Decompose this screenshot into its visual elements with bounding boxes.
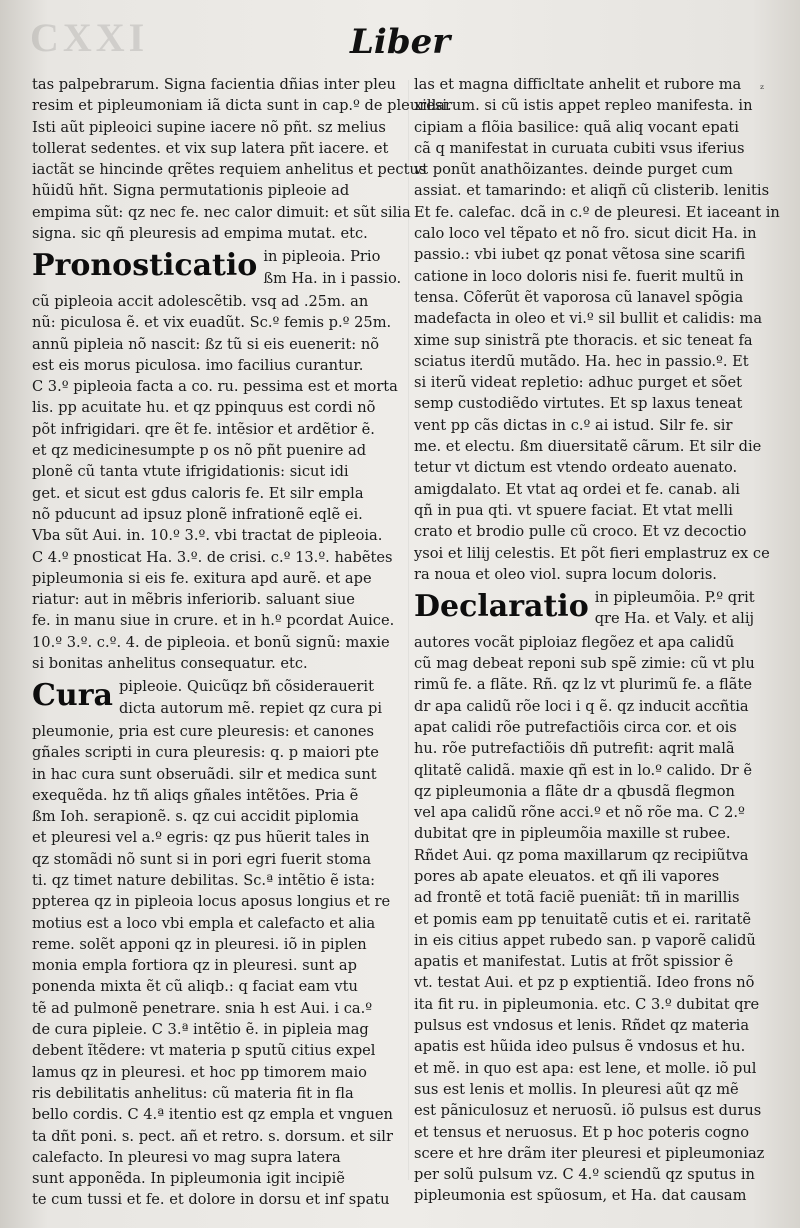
text-line: vent pp cãs dictas in c.º ai istud. Silr fe. sir	[414, 416, 733, 434]
text-line: est eis morus piculosa. imo facilius curantur.	[32, 356, 364, 374]
text-line: ßm Ha. in i passio.	[263, 269, 402, 287]
right-column	[414, 74, 780, 1205]
right-paragraph-2	[414, 632, 770, 1207]
text-line: in pipleoia. Prio	[263, 248, 381, 266]
text-line: fe. in manu siue in crure. et in h.º pcordat Auice.	[32, 612, 395, 630]
text-line: semp custodiẽdo virtutes. Et sp laxus teneat	[414, 395, 743, 413]
text-line: qz stomãdi nõ sunt si in pori egri fuerit stoma	[32, 850, 372, 868]
text-line: pipleoie. Quicũqz bñ cõsiderauerit	[118, 678, 374, 696]
text-line: qlitatẽ calidã. maxie qñ est in lo.º calido. Dr ẽ	[414, 761, 752, 779]
text-line: in eis citius appet rubedo san. p vaporẽ calidũ	[414, 931, 756, 949]
text-line: amigdalato. Et vtat aq ordei et fe. canab. ali	[414, 480, 740, 498]
text-line: madefacta in oleo et vi.º sil bullit et calidis: ma	[414, 310, 763, 328]
text-line: cũ mag debeat reponi sub spẽ zimie: cũ vt plu	[414, 655, 755, 673]
text-line: lamus qz in pleuresi. et hoc pp timorem maio	[32, 1063, 367, 1081]
text-line: et tensus et neruosus. Et p hoc poteris cogno	[414, 1123, 750, 1141]
text-line: plonẽ cũ tanta vtute ifrigidationis: sicut idi	[32, 463, 349, 481]
text-line: si bonitas anhelitus consequatur. etc.	[32, 655, 308, 673]
margin-mark: ᶻ	[760, 82, 764, 96]
text-line: apatis est hũida ideo pulsus ẽ vndosus et hu.	[414, 1038, 746, 1056]
text-line: pipleumonia est spũosum, et Ha. dat causam	[414, 1187, 747, 1205]
left-paragraph-1	[32, 74, 452, 244]
text-line: ta dñt poni. s. pect. añ et retro. s. dorsum. et silr	[32, 1127, 393, 1145]
text-line: cã q manifestat in curuata cubiti vsus iferius	[414, 139, 745, 157]
right-heading-row-1	[414, 587, 770, 630]
text-line: C 3.º pipleoia facta a co. ru. pessima est et morta	[32, 378, 398, 396]
text-line: pores ab apate eleuatos. et qñ ili vapores	[414, 867, 720, 885]
text-line: ris debilitatis anhelitus: cũ materia fit in fla	[32, 1084, 354, 1102]
text-line: bello cordis. C 4.ª itentio est qz empla et vnguen	[32, 1106, 393, 1124]
text-line: las et magna difficltate anhelit et rubore ma	[414, 76, 742, 93]
running-header: Liber	[350, 22, 451, 62]
text-line: ponenda mixta ẽt cũ aliqb.: q faciat eam vtu	[32, 978, 358, 996]
text-line: sciatus iterdũ mutãdo. Ha. hec in passio.º. Et	[414, 352, 749, 370]
text-line: te cum tussi et fe. et dolore in dorsu et inf spatu	[32, 1191, 390, 1209]
text-line: tẽ ad pulmonẽ penetrare. snia h est Aui. i ca.º	[32, 999, 373, 1017]
text-line: apatis et manifestat. Lutis at frõt spissior ẽ	[414, 953, 734, 971]
text-line: catione in loco doloris nisi fe. fuerit multũ in	[414, 267, 744, 285]
text-line: hũidũ hñt. Signa permutationis pipleoie ad	[32, 182, 350, 200]
text-line: ad frontẽ et totã faciẽ pueniãt: tñ in marillis	[414, 889, 740, 907]
text-line: et mẽ. in quo est apa: est lene, et molle. iõ pul	[414, 1059, 757, 1077]
text-line: pipleumonia si eis fe. exitura apd aurẽ. et ape	[32, 569, 372, 587]
text-line: signa. sic qñ pleuresis ad empima mutat. etc.	[32, 225, 368, 243]
text-line: riatur: aut in mẽbris inferiorib. saluant siue	[32, 591, 355, 609]
text-line: tollerat sedentes. et vix sup latera pñt iacere. et	[32, 139, 389, 157]
heading-side-text	[119, 676, 404, 719]
text-line: ppterea qz in pipleoia locus aposus longius et re	[32, 893, 391, 911]
text-line: in hac cura sunt obseruãdi. silr et medica sunt	[32, 765, 377, 783]
text-line: monia empla fortiora qz in pleuresi. sunt ap	[32, 957, 357, 975]
text-line: debent ĩtẽdere: vt materia p sputũ citius expel	[32, 1042, 376, 1060]
heading-side-text	[263, 246, 404, 289]
text-line: qre Ha. et Valy. et alij	[594, 610, 755, 628]
text-line: hu. rõe putrefactiõis dñ putrefit: aqrit malã	[414, 740, 735, 758]
text-line: nũ: piculosa ẽ. et vix euadũt. Sc.º femis p.º 25m.	[32, 314, 392, 332]
text-line: tas palpebrarum. Signa facientia dñias inter pleu	[32, 76, 396, 93]
text-line: pulsus est vndosus et lenis. Rñdet qz materia	[414, 1017, 750, 1035]
text-line: get. et sicut est gdus caloris fe. Et silr empla	[32, 484, 364, 502]
text-line: gñales scripti in cura pleuresis: q. p maiori pte	[32, 744, 379, 762]
text-line: et qz medicinesumpte p os nõ pñt puenire ad	[32, 442, 367, 460]
text-line: ita fit ru. in pipleumonia. etc. C 3.º dubitat qre	[414, 995, 760, 1013]
text-line: nõ pducunt ad ipsuz plonẽ infrationẽ eqlẽ ei.	[32, 505, 363, 523]
text-line: calo loco vel tẽpato et nõ fro. sicut dicit Ha. in	[414, 225, 757, 243]
text-line: xime sup sinistrã pte thoracis. et sic teneat fa	[414, 331, 753, 349]
text-line: et pomis eam pp tenuitatẽ cutis et ei. raritatẽ	[414, 910, 752, 928]
text-line: qñ in pua qti. vt spuere faciat. Et vtat melli	[414, 501, 733, 519]
text-line: dr apa calidũ rõe loci i q ẽ. qz inducit accñtia	[414, 697, 749, 715]
text-line: annũ pipleia nõ nascit: ßz tũ si eis euenerit: nõ	[32, 335, 380, 353]
text-line: lis. pp acuitate hu. et qz ppinquus est cordi nõ	[32, 399, 376, 417]
text-line: põt infrigidari. qre ẽt fe. intẽsior et ardẽtior ẽ.	[32, 420, 375, 438]
text-line: tetur vt dictum est vtendo ordeato auenato.	[414, 459, 738, 477]
text-line: ßm Ioh. serapionẽ. s. qz cui accidit piplomia	[32, 808, 359, 826]
left-paragraph-2	[32, 291, 404, 674]
heading-side-text	[595, 587, 770, 630]
left-column	[32, 74, 452, 1209]
text-line: Vba sũt Aui. in. 10.º 3.º. vbi tractat de pipleoia.	[32, 527, 383, 545]
text-line: de cura pipleie. C 3.ª intẽtio ẽ. in pipleia mag	[32, 1021, 369, 1039]
left-heading-row-2	[32, 676, 404, 719]
heading-declaratio: Declaratio	[414, 589, 589, 625]
text-line: et pleuresi vel a.º egris: qz pus hũerit tales in	[32, 829, 370, 847]
text-line: passio.: vbi iubet qz ponat vẽtosa sine scarifi	[414, 246, 746, 264]
text-line: calefacto. In pleuresi vo mag supra latera	[32, 1148, 341, 1166]
text-line: vt. testat Aui. et pz p exptientiã. Ideo frons nõ	[414, 974, 755, 992]
text-line: empima sũt: qz nec fe. nec calor dimuit: et sũt silia	[32, 203, 411, 221]
right-paragraph-1	[414, 74, 780, 585]
text-line: exequẽda. hz tñ aliqs gñales intẽtões. Pria ẽ	[32, 786, 359, 804]
text-line: reme. solẽt apponi qz in pleuresi. iõ in piplen	[32, 935, 367, 953]
heading-cura: Cura	[32, 678, 113, 714]
text-line: cũ pipleoia accit adolescẽtib. vsq ad .25m. an	[32, 292, 369, 310]
text-line: ti. qz timet nature debilitas. Sc.ª intẽtio ẽ ista:	[32, 871, 376, 889]
text-line: me. et electu. ßm diuersitatẽ cãrum. Et silr die	[414, 438, 762, 456]
text-line: per solũ pulsum vz. C 4.º sciendũ qz sputus in	[414, 1166, 755, 1184]
text-line: tensa. Cõferũt ẽt vaporosa cũ lanavel spõgia	[414, 288, 744, 306]
text-line: Rñdet Aui. qz poma maxillarum qz recipiũtva	[414, 846, 749, 864]
text-line: cipiam a flõia basilice: quã aliq vocant epati	[414, 118, 739, 136]
text-line: ysoi et lilij celestis. Et põt fieri emplastruz ex ce	[414, 544, 770, 562]
text-line: sunt apponẽda. In pipleumonia igit incipiẽ	[32, 1170, 345, 1188]
text-line: vt ponũt anathõizantes. deinde purget cum	[414, 161, 734, 179]
text-line: 10.º 3.º. c.º. 4. de pipleoia. et bonũ signũ: maxie	[32, 633, 390, 651]
text-line: in pipleumõia. P.º qrit	[594, 589, 755, 607]
left-paragraph-3	[32, 721, 404, 1211]
left-heading-row-1	[32, 246, 404, 289]
text-line: assiat. et tamarindo: et aliqñ cũ clisterib. lenitis	[414, 182, 770, 200]
text-line: Et fe. calefac. dcã in c.º de pleuresi. Et iaceant in	[414, 203, 780, 221]
column-divider	[408, 80, 409, 1180]
text-line: ra noua et oleo viol. supra locum doloris.	[414, 565, 717, 583]
text-line: apat calidi rõe putrefactiõis circa cor. et ois	[414, 718, 737, 736]
text-line: sus est lenis et mollis. In pleuresi aũt qz mẽ	[414, 1080, 739, 1098]
text-line: C 4.º pnosticat Ha. 3.º. de crisi. c.º 13.º. habẽtes	[32, 548, 393, 566]
text-line: scere et hre drãm iter pleuresi et pipleumoniaz	[414, 1144, 765, 1162]
text-line: xillarum. si cũ istis appet repleo manifesta. in	[414, 97, 753, 115]
text-line: crato et brodio pulle cũ croco. Et vz decoctio	[414, 523, 747, 541]
text-line: si iterũ videat repletio: adhuc purget et sõet	[414, 374, 742, 392]
text-line: motius est a loco vbi empla et calefacto et alia	[32, 914, 376, 932]
folio-bleed-through: CXXI	[30, 15, 149, 60]
text-line: Isti aũt pipleoici supine iacere nõ pñt. sz melius	[32, 118, 386, 136]
text-line: pleumonie, pria est cure pleuresis: et canones	[32, 722, 375, 740]
text-line: dicta autorum mẽ. repiet qz cura pi	[118, 699, 383, 717]
text-line: est pãniculosuz et neruosũ. iõ pulsus est durus	[414, 1102, 762, 1120]
text-line: autores vocãt piploiaz flegõez et apa calidũ	[414, 633, 735, 651]
text-line: qz pipleumonia a flãte dr a qbusdã flegmon	[414, 782, 735, 800]
text-line: vel apa calidũ rõne acci.º et nõ rõe ma. C 2.º	[414, 804, 745, 822]
text-line: rimũ fe. a flãte. Rñ. qz lz vt plurimũ fe. a flãte	[414, 676, 752, 694]
text-line: iactãt se hincinde qrẽtes requiem anhelitus et pectus	[32, 161, 427, 179]
text-line: dubitat qre in pipleumõia maxille st rubee.	[414, 825, 731, 843]
text-line: resim et pipleumoniam iã dicta sunt in cap.º de pleuresi.	[32, 97, 452, 115]
heading-pronosticatio: Pronosticatio	[32, 248, 258, 284]
